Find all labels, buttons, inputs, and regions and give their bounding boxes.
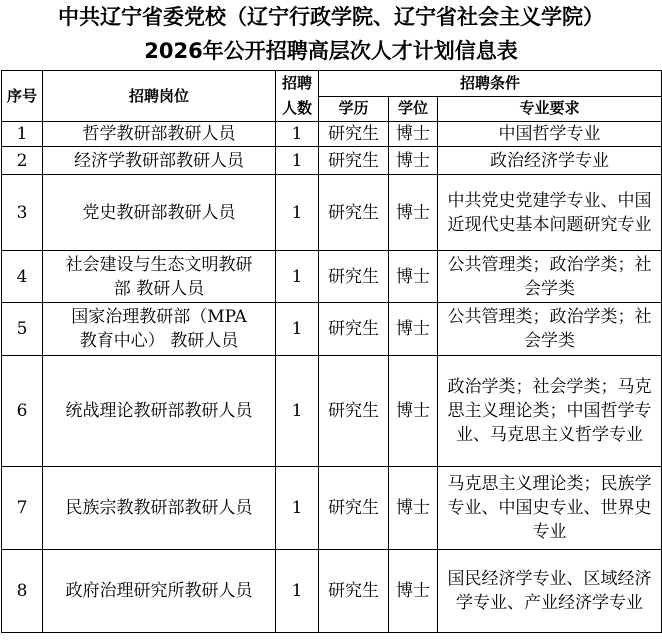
header-education: 学历 <box>319 96 389 122</box>
row-seq-cell: 5 <box>2 303 43 356</box>
table-row <box>2 122 662 147</box>
recruitment-table <box>1 70 662 633</box>
row-degree-cell: 博士 <box>389 550 438 633</box>
row-position-cell: 政府治理研究所教研人员 <box>43 550 276 633</box>
row-seq-cell: 6 <box>2 356 43 467</box>
row-major-cell: 公共管理类；政治学类；社会学类 <box>438 251 662 303</box>
row-position-cell: 统战理论教研部教研人员 <box>43 356 276 467</box>
row-seq-cell: 7 <box>2 467 43 550</box>
table-body <box>2 122 662 633</box>
row-position-cell: 民族宗教教研部教研人员 <box>43 467 276 550</box>
row-major-cell: 马克思主义理论类；民族学专业、中国史专业、世界史专业 <box>438 467 662 550</box>
row-seq-cell: 2 <box>2 147 43 175</box>
header-position: 招聘岗位 <box>43 71 276 122</box>
row-degree-cell: 博士 <box>389 356 438 467</box>
document-title-line-2: 2026年公开招聘高层次人才计划信息表 <box>144 39 518 63</box>
row-education-cell: 研究生 <box>319 303 389 356</box>
row-major-cell: 国民经济学专业、区域经济学专业、产业经济学专业 <box>438 550 662 633</box>
row-position-cell: 经济学教研部教研人员 <box>43 147 276 175</box>
row-count-cell: 1 <box>276 356 319 467</box>
table-row <box>2 175 662 251</box>
table-row <box>2 356 662 467</box>
row-major-cell: 中国哲学专业 <box>438 122 662 147</box>
header-conditions: 招聘条件 <box>319 71 662 97</box>
row-count-cell: 1 <box>276 550 319 633</box>
row-position-cell: 党史教研部教研人员 <box>43 175 276 251</box>
row-major-cell: 政治学类；社会学类；马克思主义理论类；中国哲学专业、马克思主义哲学专业 <box>438 356 662 467</box>
row-seq-cell: 3 <box>2 175 43 251</box>
row-education-cell: 研究生 <box>319 251 389 303</box>
row-position-cell: 哲学教研部教研人员 <box>43 122 276 147</box>
header-count: 招聘人数 <box>276 71 319 122</box>
header-degree: 学位 <box>389 96 438 122</box>
row-count-cell: 1 <box>276 175 319 251</box>
row-count-cell: 1 <box>276 122 319 147</box>
row-degree-cell: 博士 <box>389 303 438 356</box>
row-count-cell: 1 <box>276 251 319 303</box>
row-education-cell: 研究生 <box>319 175 389 251</box>
row-degree-cell: 博士 <box>389 467 438 550</box>
row-education-cell: 研究生 <box>319 550 389 633</box>
row-degree-cell: 博士 <box>389 122 438 147</box>
row-seq-cell: 1 <box>2 122 43 147</box>
row-degree-cell: 博士 <box>389 175 438 251</box>
table-row <box>2 251 662 303</box>
row-count-cell: 1 <box>276 303 319 356</box>
row-degree-cell: 博士 <box>389 251 438 303</box>
row-seq-cell: 8 <box>2 550 43 633</box>
row-major-cell: 政治经济学专业 <box>438 147 662 175</box>
row-education-cell: 研究生 <box>319 122 389 147</box>
header-seq: 序号 <box>2 71 43 122</box>
table-row <box>2 147 662 175</box>
row-degree-cell: 博士 <box>389 147 438 175</box>
row-position-cell: 国家治理教研部（MPA教育中心） 教研人员 <box>43 303 276 356</box>
row-education-cell: 研究生 <box>319 356 389 467</box>
row-count-cell: 1 <box>276 147 319 175</box>
row-count-cell: 1 <box>276 467 319 550</box>
table-row <box>2 550 662 633</box>
row-seq-cell: 4 <box>2 251 43 303</box>
row-education-cell: 研究生 <box>319 467 389 550</box>
row-major-cell: 公共管理类；政治学类；社会学类 <box>438 303 662 356</box>
row-position-cell: 社会建设与生态文明教研部 教研人员 <box>43 251 276 303</box>
document-title-line-1: 中共辽宁省委党校（辽宁行政学院、辽宁省社会主义学院） <box>58 5 604 29</box>
table-row <box>2 303 662 356</box>
row-major-cell: 中共党史党建学专业、中国近现代史基本问题研究专业 <box>438 175 662 251</box>
table-row <box>2 467 662 550</box>
row-education-cell: 研究生 <box>319 147 389 175</box>
header-major: 专业要求 <box>438 96 662 122</box>
